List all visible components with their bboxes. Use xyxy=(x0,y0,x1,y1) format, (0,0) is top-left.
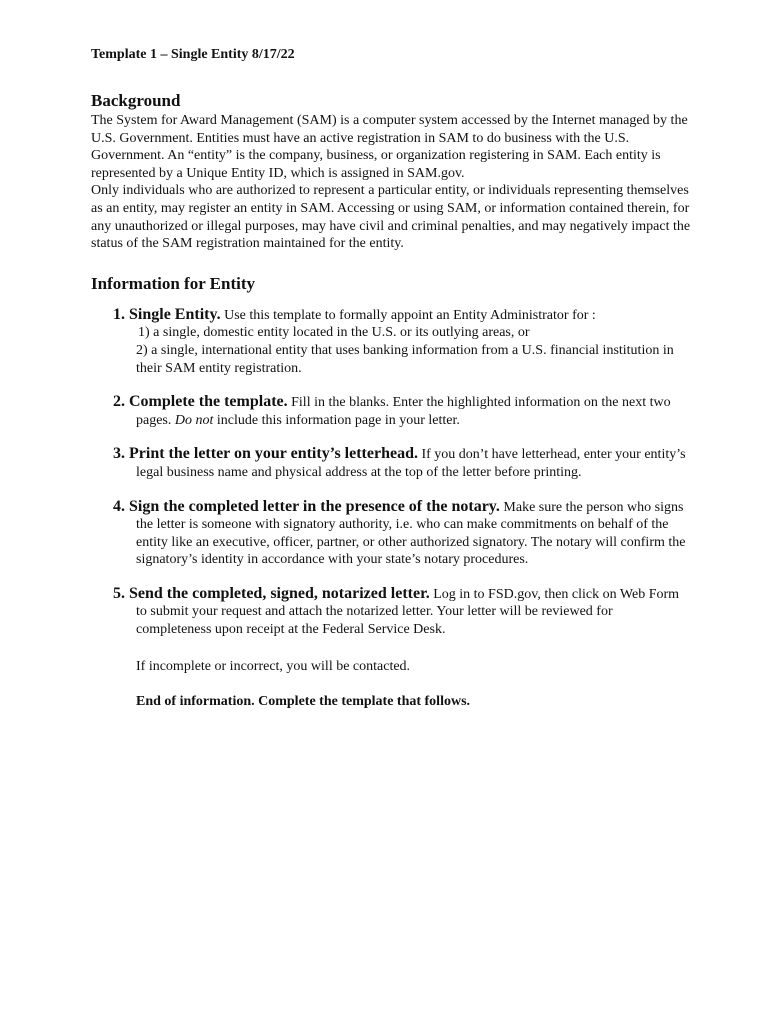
background-heading: Background xyxy=(91,91,181,110)
template-header: Template 1 – Single Entity 8/17/22 xyxy=(91,47,295,62)
step-2-text-before: Fill in the blanks. Enter the highlighted information on the next two pages. xyxy=(136,395,671,428)
step-4-text: Make sure the person who signs the letter is someone with signatory authority, i.e. who can make commitments on behalf of the entity like an executive, officer, partner, or other authorized signatory. The notary will confirm the signatory’s identity in accordance with your state’s notary procedures. xyxy=(136,499,686,568)
incomplete-note: If incomplete or incorrect, you will be contacted. xyxy=(136,658,411,674)
step-2 xyxy=(91,393,691,429)
step-3-text: If you don’t have letterhead, enter your entity’s legal business name and physical address at the top of the letter before printing. xyxy=(136,447,686,480)
background-paragraph-2: Only individuals who are authorized to represent a particular entity, or individuals representing themselves as an entity, may register an entity in SAM. Accessing or using SAM, or information contained therein, for any unauthorized or illegal purposes, may have civil and criminal penalties, and may negatively impact the status of the SAM registration maintained for the entity. xyxy=(91,183,691,252)
background-paragraph-1: The System for Award Management (SAM) is a computer system accessed by the Internet managed by the U.S. Government. Entities must have an active registration in SAM to do business with the U.S. Government. An “entity” is the company, business, or organization registering in SAM. Each entity is represented by a Unique Entity ID, which is assigned in SAM.gov. xyxy=(91,113,688,181)
step-5-text: Log in to FSD.gov, then click on Web Form to submit your request and attach the notarized letter. Your letter will be reviewed for completeness upon receipt at the Federal Service Desk. xyxy=(136,586,680,638)
document-page xyxy=(91,46,691,711)
step-2-emphasis: Do not xyxy=(174,412,214,428)
step-2-text-after: include this information page in your letter. xyxy=(213,412,460,428)
step-4-heading: 4. Sign the completed letter in the presence of the notary. xyxy=(113,497,500,515)
step-2-heading: 2. Complete the template. xyxy=(113,393,288,411)
step-5-heading: 5. Send the completed, signed, notarized letter. xyxy=(113,584,430,602)
step-3-heading: 3. Print the letter on your entity’s letterhead. xyxy=(113,445,418,463)
information-heading: Information for Entity xyxy=(91,273,256,293)
steps-list xyxy=(91,306,691,639)
step-5 xyxy=(91,585,691,639)
step-1 xyxy=(91,306,691,377)
end-note: End of information. Complete the template that follows. xyxy=(136,694,471,710)
step-1-sub-a: 1) a single, domestic entity located in the U.S. or its outlying areas, or xyxy=(138,325,530,341)
step-1-sub-b: 2) a single, international entity that uses banking information from a U.S. financial institution in their SAM entity registration. xyxy=(136,342,674,376)
step-4 xyxy=(91,498,691,569)
step-1-heading: 1. Single Entity. xyxy=(113,305,221,323)
step-3 xyxy=(91,445,691,481)
step-1-text: Use this template to formally appoint an Entity Administrator for : xyxy=(220,307,596,323)
